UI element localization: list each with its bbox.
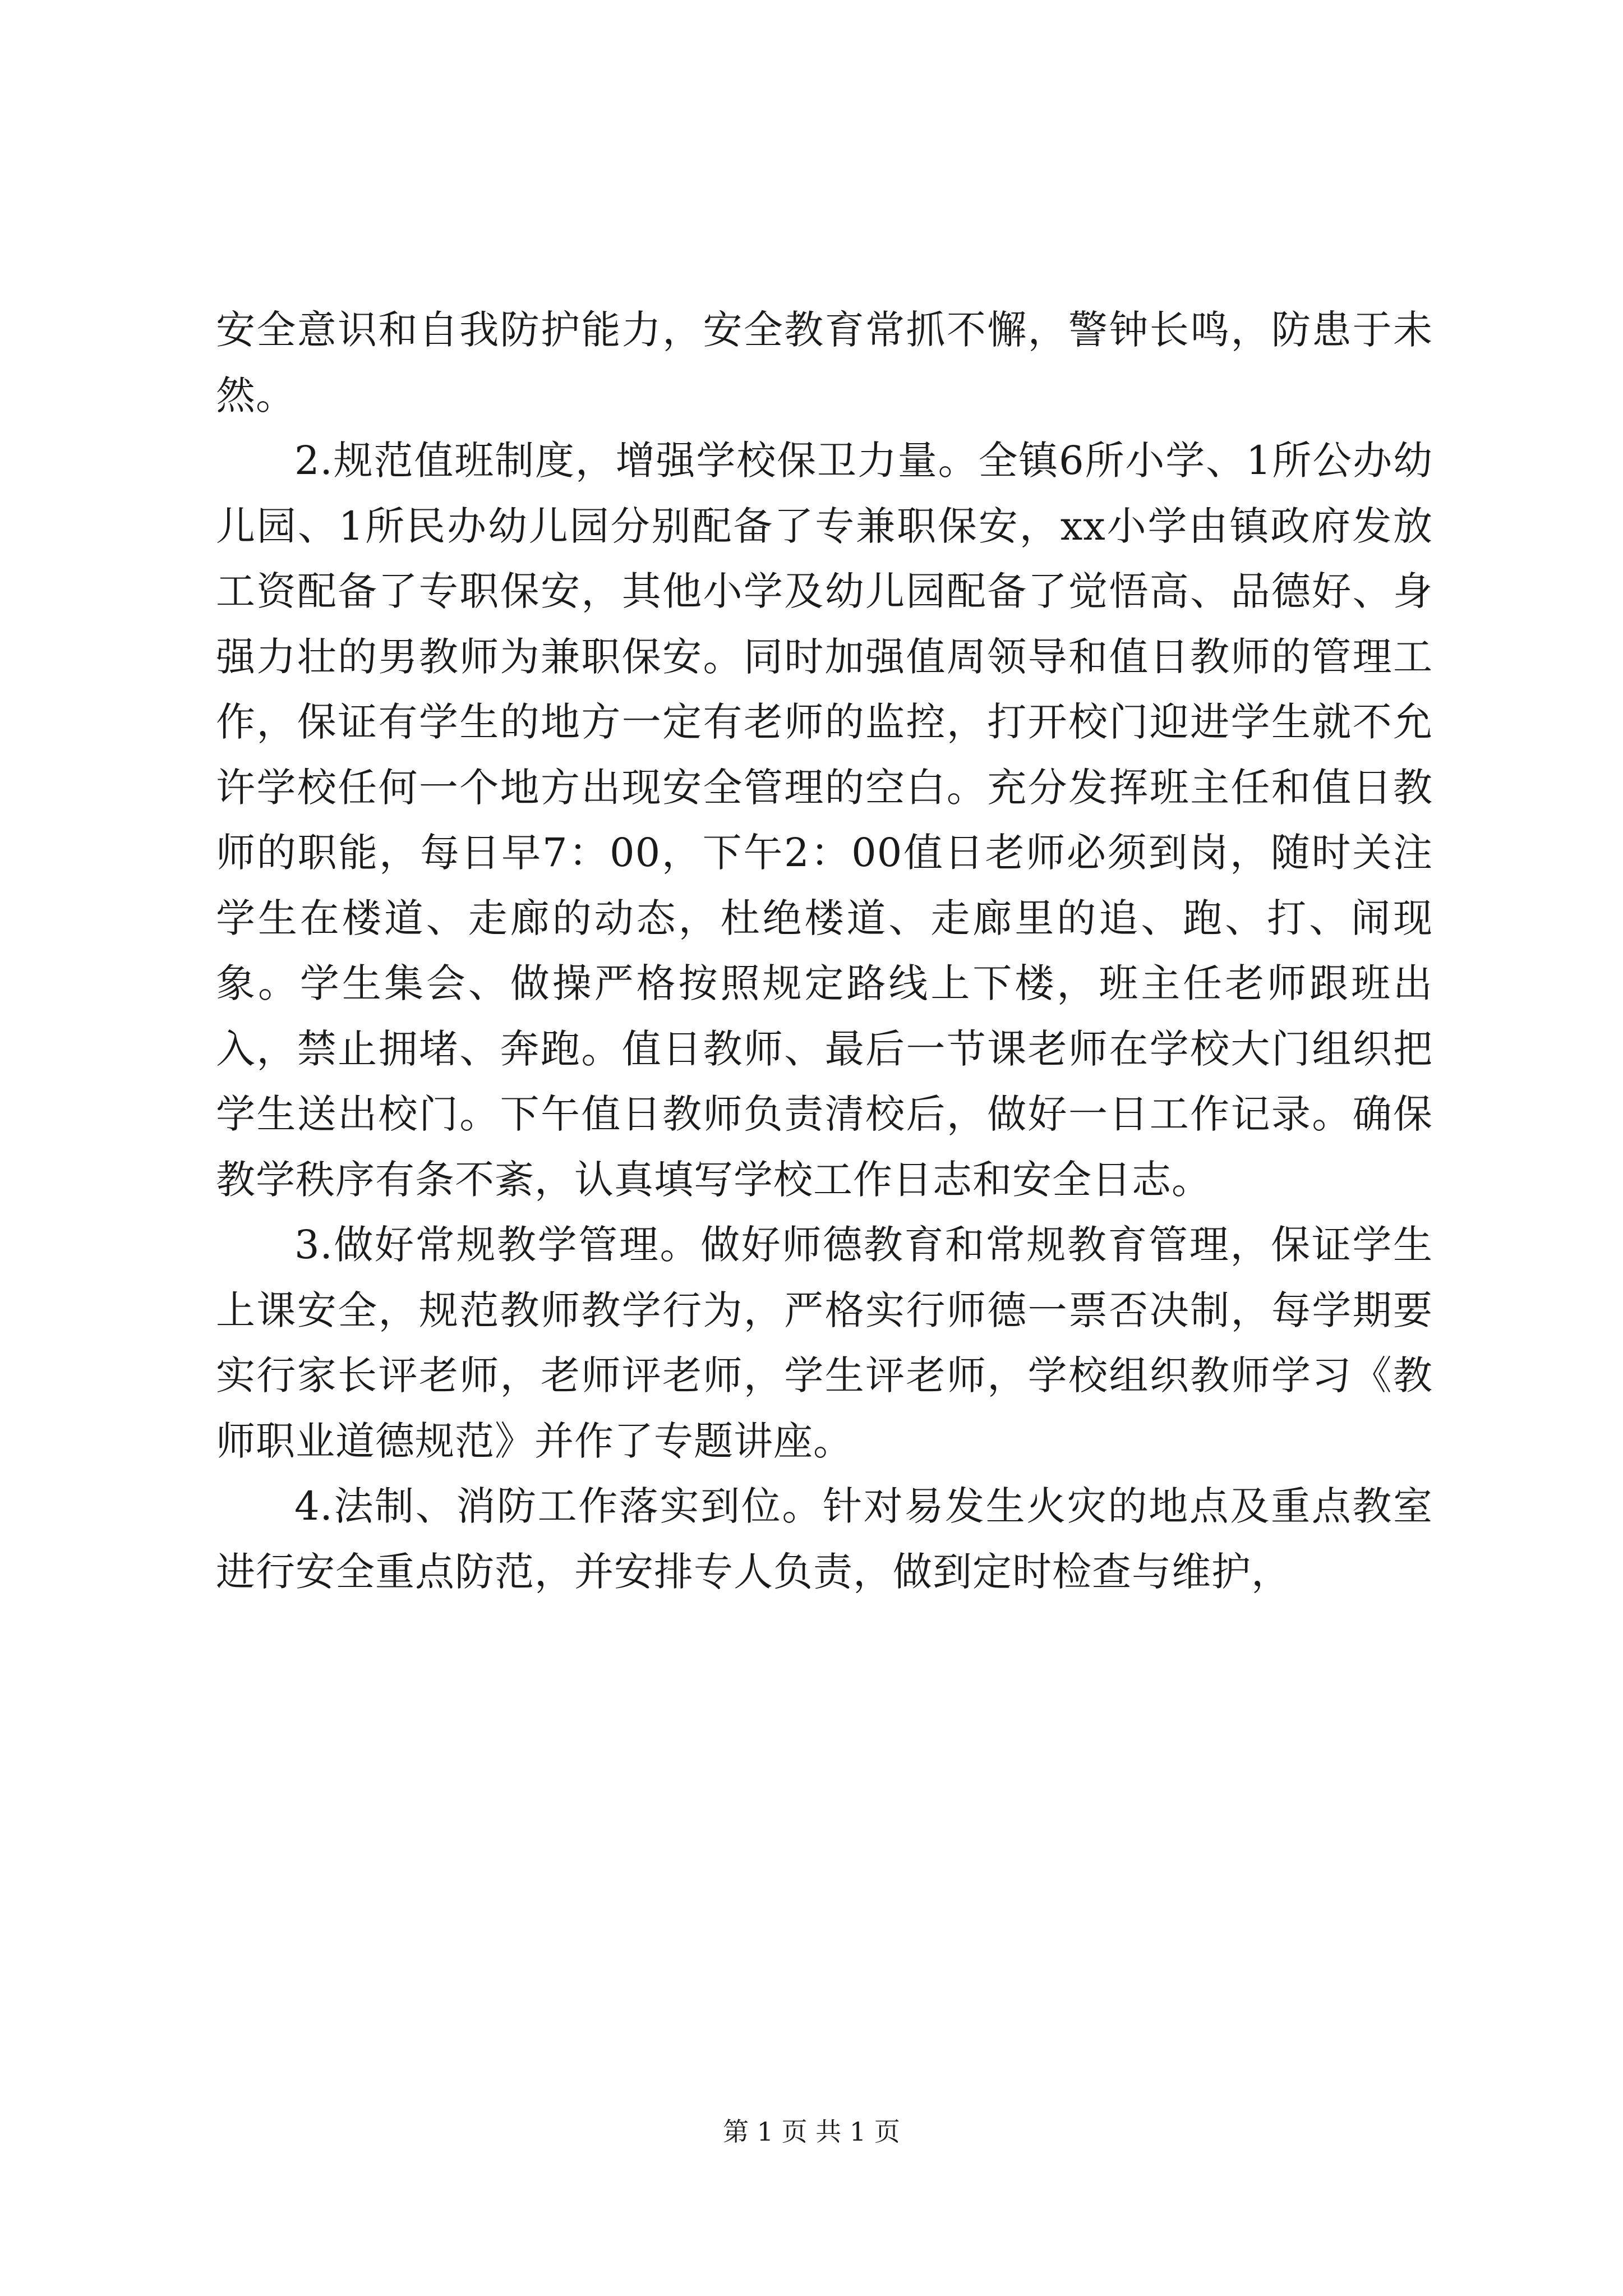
paragraph-continuation: 安全意识和自我防护能力，安全教育常抓不懈，警钟长鸣，防患于未然。 <box>216 307 1433 418</box>
page-footer <box>0 2115 1623 2148</box>
paragraph-teaching-management: 3.做好常规教学管理。做好师德教育和常规教育管理，保证学生上课安全，规范教师教学行为，严格实行师德一票否决制，每学期要实行家长评老师，老师评老师，学生评老师，学校组织教师学习《教师职业道德规范》并作了专题讲座。 <box>216 1222 1433 1464</box>
document-body <box>216 297 1433 1604</box>
paragraph-duty-system: 2.规范值班制度，增强学校保卫力量。全镇6所小学、1所公办幼儿园、1所民办幼儿园分别配备了专兼职保安，xx小学由镇政府发放工资配备了专职保安，其他小学及幼儿园配备了觉悟高、品德好、身强力壮的男教师为兼职保安。同时加强值周领导和值日教师的管理工作，保证有学生的地方一定有老师的监控，打开校门迎进学生就不允许学校任何一个地方出现安全管理的空白。充分发挥班主任和值日教师的职能，每日早7：00，下午2：00值日老师必须到岗，随时关注学生在楼道、走廊的动态，杜绝楼道、走廊里的追、跑、打、闹现象。学生集会、做操严格按照规定路线上下楼，班主任老师跟班出入，禁止拥堵、奔跑。值日教师、最后一节课老师在学校大门组织把学生送出校门。下午值日教师负责清校后，做好一日工作记录。确保教学秩序有条不紊，认真填写学校工作日志和安全日志。 <box>216 438 1433 1203</box>
page-number-label: 第 1 页 共 1 页 <box>723 2116 900 2147</box>
paragraph-fire-safety: 4.法制、消防工作落实到位。针对易发生火灾的地点及重点教室进行安全重点防范，并安排专人负责，做到定时检查与维护， <box>216 1483 1433 1595</box>
